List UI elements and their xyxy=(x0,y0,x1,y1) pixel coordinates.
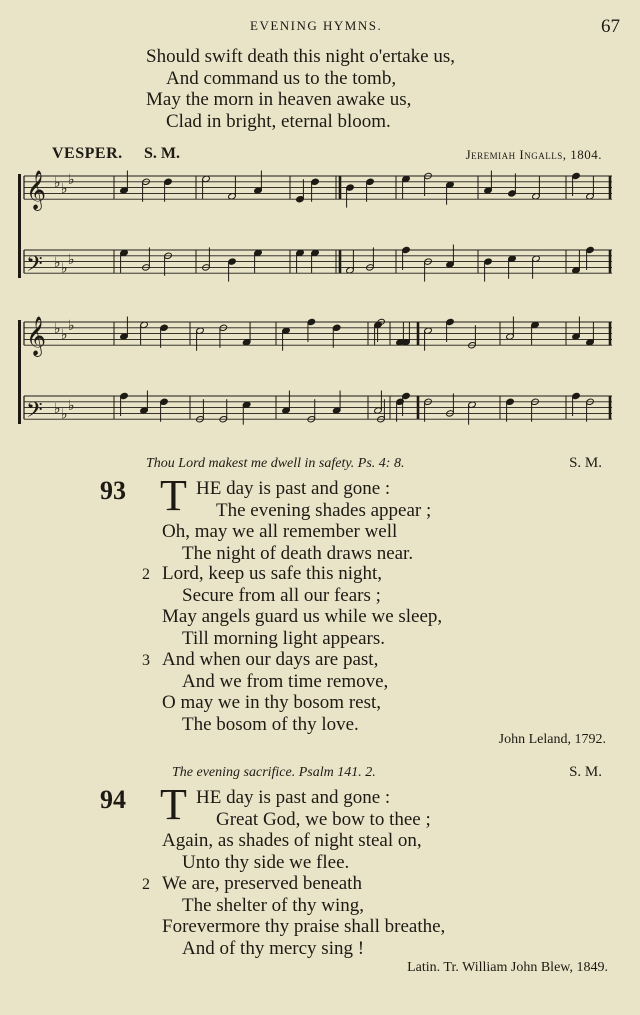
flat-icon: ♭ xyxy=(68,318,75,335)
flat-icon: ♭ xyxy=(61,406,68,423)
stanza-line: Unto thy side we flee. xyxy=(182,851,350,873)
flat-icon: ♭ xyxy=(68,397,75,414)
hymn-94-drop-cap: T xyxy=(160,780,187,829)
stanza-line: And of thy mercy sing ! xyxy=(182,937,365,959)
stanza-line: And we from time remove, xyxy=(182,670,389,692)
hymn-93-attribution: John Leland, 1792. xyxy=(498,732,606,747)
system-bracket xyxy=(18,174,21,278)
hymn-93-meter: S. M. xyxy=(569,455,602,471)
stanza-number: 2 xyxy=(142,876,150,893)
hymn-94-caption: The evening sacrifice. Psalm 141. 2. xyxy=(172,765,376,780)
hymn-93-drop-cap: T xyxy=(160,471,187,520)
stanza-number: 2 xyxy=(142,566,150,583)
system-bracket xyxy=(18,320,21,424)
stanza-line: Lord, keep us safe this night, xyxy=(162,563,383,584)
verse-line: And command us to the tomb, xyxy=(166,67,397,89)
hymn-94-stanza-1 xyxy=(162,787,431,873)
verse-line: May the morn in heaven awake us, xyxy=(146,89,412,110)
hymn-94-meter: S. M. xyxy=(569,764,602,780)
music-systems xyxy=(18,170,612,428)
hymn-94-stanza-2 xyxy=(162,873,445,959)
stanza-line: The night of death draws near. xyxy=(182,542,414,564)
stanza-line: HE day is past and gone : xyxy=(196,478,391,499)
bass-clef-icon: 𝄢 xyxy=(26,252,43,283)
hymn-93-stanza-2 xyxy=(162,563,442,649)
tune-meter: S. M. xyxy=(144,145,180,162)
hymn-93-stanza-1 xyxy=(162,478,431,564)
stanza-line: Till morning light appears. xyxy=(182,627,386,649)
preceding-verse xyxy=(146,46,455,132)
flat-icon: ♭ xyxy=(54,254,61,271)
verse-line: Clad in bright, eternal bloom. xyxy=(166,110,391,132)
verse-line: Should swift death this night o'ertake us, xyxy=(146,46,455,67)
stanza-line: HE day is past and gone : xyxy=(196,787,391,808)
hymn-93-stanza-3 xyxy=(162,649,388,735)
flat-icon: ♭ xyxy=(68,172,75,189)
running-title: EVENING HYMNS. xyxy=(250,18,383,33)
stanza-line: Again, as shades of night steal on, xyxy=(162,830,422,851)
stanza-line: We are, preserved beneath xyxy=(162,873,362,894)
running-head xyxy=(0,16,640,38)
flat-icon: ♭ xyxy=(54,400,61,417)
stanza-line: The shelter of thy wing, xyxy=(182,894,365,916)
stanza-line: Great God, we bow to thee ; xyxy=(216,808,431,830)
hymn-93-caption: Thou Lord makest me dwell in safety. Ps. 4: 8. xyxy=(146,456,405,471)
tune-composer: Jeremiah Ingalls, 1804. xyxy=(465,147,602,162)
bass-clef-icon: 𝄢 xyxy=(26,398,43,429)
hymn-94-attribution: Latin. Tr. William John Blew, 1849. xyxy=(407,960,608,975)
music-score xyxy=(18,168,618,436)
flat-icon: ♭ xyxy=(61,260,68,277)
stanza-line: May angels guard us while we sleep, xyxy=(162,606,443,627)
treble-clef-icon: 𝄞 xyxy=(26,316,47,357)
stanza-line: Secure from all our fears ; xyxy=(182,584,381,606)
stanza-line: Oh, may we all remember well xyxy=(162,521,398,542)
stanza-line: The bosom of thy love. xyxy=(182,713,359,735)
treble-clef-icon: 𝄞 xyxy=(26,170,47,211)
page-number: 67 xyxy=(601,16,620,37)
stanza-number: 3 xyxy=(142,652,150,669)
hymn-94-number: 94 xyxy=(100,785,126,814)
tune-name: VESPER. xyxy=(52,145,123,162)
stanza-line: The evening shades appear ; xyxy=(216,499,432,521)
flat-icon: ♭ xyxy=(54,174,61,191)
stanza-line: O may we in thy bosom rest, xyxy=(162,692,382,713)
stanza-line: And when our days are past, xyxy=(162,649,379,670)
tune-header xyxy=(52,145,612,165)
stanza-line: Forevermore thy praise shall breathe, xyxy=(162,916,446,937)
flat-icon: ♭ xyxy=(54,320,61,337)
flat-icon: ♭ xyxy=(61,180,68,197)
flat-icon: ♭ xyxy=(61,326,68,343)
flat-icon: ♭ xyxy=(68,251,75,268)
hymn-93-number: 93 xyxy=(100,476,126,505)
